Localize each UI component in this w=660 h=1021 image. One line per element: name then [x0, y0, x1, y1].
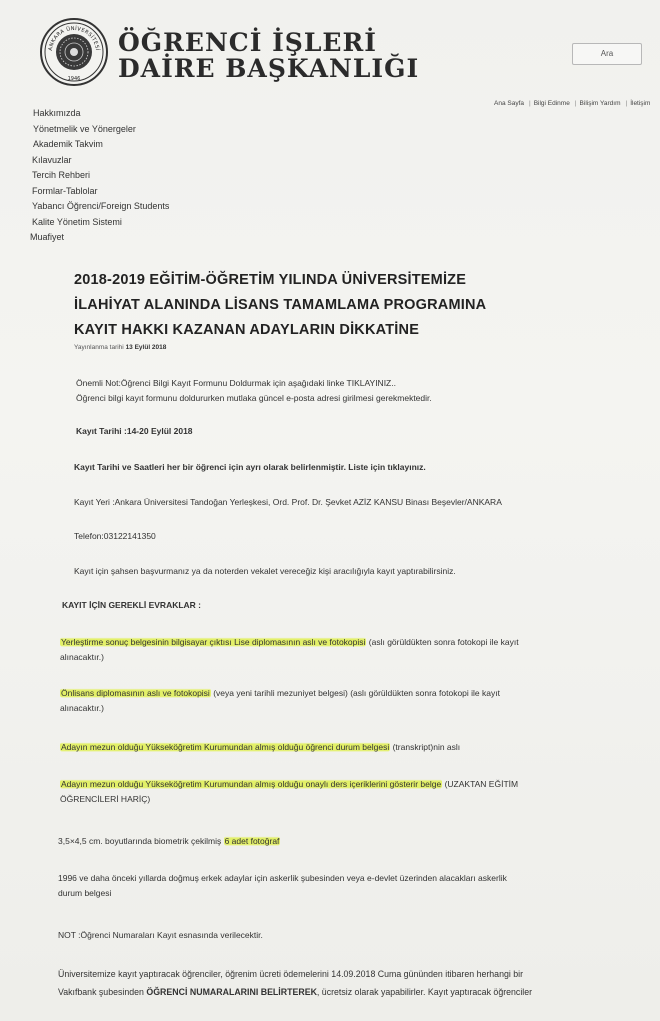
document-item-text: (transkript)nin aslı — [390, 742, 461, 752]
in-person-note: Kayıt için şahsen başvurmanız ya da noterden vekalet vereceğiz kişi aracılığıyla kayıt yaptırabilirsiniz. — [74, 566, 456, 576]
document-item-text: 3,5×4,5 cm. boyutlarında biometrik çekilmiş — [58, 836, 224, 846]
document-item-highlight: Yerleştirme sonuç belgesinin bilgisayar çıktısı Lise diplomasının aslı ve fotokopisi — [61, 637, 366, 647]
site-title[interactable] — [118, 30, 419, 82]
search-button[interactable]: Ara — [572, 43, 642, 65]
document-item-text: ÖĞRENCİLERİ HARİÇ) — [60, 794, 151, 804]
sidebar-item-about[interactable]: Hakkımızda — [33, 108, 81, 118]
university-seal-icon — [40, 18, 108, 86]
announcement-title-line: 2018-2019 EĞİTİM-ÖĞRETİM YILINDA ÜNİVERSİTEMİZE — [74, 272, 467, 288]
top-links: Ana Sayfa | Bilgi Edinme | Bilişim Yardım | İletişim — [494, 100, 651, 107]
published-label: Yayınlanma tarihi — [74, 344, 124, 351]
tuition-note-text: , ücretsiz olarak yapabilirler. Kayıt yaptıracak öğrenciler — [316, 987, 533, 997]
tuition-note-text: Vakıfbank şubesinden — [58, 987, 147, 997]
sidebar-item-exemption[interactable]: Muafiyet — [30, 232, 65, 242]
sidebar-item-forms-tables[interactable]: Formlar-Tablolar — [32, 185, 98, 196]
sidebar-item-quality-system[interactable]: Kalite Yönetim Sistemi — [32, 216, 122, 227]
document-item-highlight: Adayın mezun olduğu Yükseköğretim Kurumundan almış olduğu öğrenci durum belgesi — [61, 742, 390, 752]
sidebar-menu — [30, 106, 169, 246]
top-link-it-help[interactable]: Bilişim Yardım — [579, 100, 621, 107]
document-item-text: (UZAKTAN EĞİTİM — [442, 779, 519, 789]
phone: Telefon:03122141350 — [74, 531, 156, 541]
registration-schedule-note[interactable]: Kayıt Tarihi ve Saatleri her bir öğrenci için ayrı olarak belirlenmiştir. Liste için tıklayınız. — [74, 462, 426, 472]
top-link-info[interactable]: Bilgi Edinme — [533, 100, 570, 107]
sidebar-item-guides[interactable]: Kılavuzlar — [32, 154, 72, 165]
document-item-text: alınacaktır.) — [60, 703, 104, 713]
registration-place: Kayıt Yeri :Ankara Üniversitesi Tandoğan Yerleşkesi, Ord. Prof. Dr. Şevket AZİZ KANSU Binası Beşevler/ANKARA — [74, 497, 502, 507]
sidebar-item-regulations[interactable]: Yönetmelik ve Yönergeler — [33, 123, 136, 134]
tuition-note-bold: ÖĞRENCİ NUMARALARINI BELİRTEREK — [146, 987, 317, 997]
document-item-text: 1996 ve daha önceki yıllarda doğmuş erkek adaylar için askerlik şubesinden veya e-devlet üzerinden alacakları askerlik — [58, 873, 507, 883]
top-link-home[interactable]: Ana Sayfa — [494, 100, 524, 107]
announcement-title — [74, 268, 614, 343]
top-link-contact[interactable]: İletişim — [630, 100, 651, 107]
document-item — [58, 871, 628, 901]
document-item — [60, 740, 620, 755]
published-date-value: 13 Eylül 2018 — [125, 344, 167, 351]
document-item-text: (veya yeni tarihli mezuniyet belgesi) (aslı görüldükten sonra fotokopi ile kayıt — [210, 688, 500, 698]
document-item-highlight: 6 adet fotoğraf — [224, 836, 280, 846]
document-item-text: alınacaktır.) — [60, 652, 104, 662]
document-item — [60, 686, 620, 716]
site-title-line1: ÖĞRENCİ İŞLERİ — [118, 28, 377, 57]
tuition-note-line1: Üniversitemize kayıt yaptıracak öğrenciler, öğrenim ücreti ödemelerini 14.09.2018 Cuma gününden itibaren herhangi bir — [58, 969, 524, 979]
sidebar-item-academic-calendar[interactable]: Akademik Takvim — [33, 139, 103, 149]
announcement-title-line: KAYIT HAKKI KAZANAN ADAYLARIN DİKKATİNE — [74, 322, 420, 338]
published-date — [74, 344, 166, 351]
university-logo[interactable] — [40, 18, 108, 86]
seal-year: 1946 — [67, 76, 81, 82]
registration-date: Kayıt Tarihi :14-20 Eylül 2018 — [76, 426, 193, 436]
important-note-line2: Öğrenci bilgi kayıt formunu doldururken mutlaka güncel e-posta adresi girilmesi gerekmektedir. — [76, 393, 432, 403]
sidebar-item-foreign-students[interactable]: Yabancı Öğrenci/Foreign Students — [32, 201, 170, 211]
document-item-highlight: Adayın mezun olduğu Yükseköğretim Kurumundan almış olduğu onaylı ders içeriklerini gösterir belge — [61, 779, 442, 789]
document-item-highlight: Önlisans diplomasının aslı ve fotokopisi — [61, 688, 210, 698]
announcement-title-line: İLAHİYAT ALANINDA LİSANS TAMAMLAMA PROGRAMINA — [74, 297, 487, 313]
important-note-line1[interactable]: Önemli Not:Öğrenci Bilgi Kayıt Formunu Doldurmak için aşağıdaki linke TIKLAYINIZ.. — [76, 378, 396, 388]
document-item — [60, 777, 620, 807]
important-note — [76, 376, 432, 406]
site-title-line2: DAİRE BAŞKANLIĞI — [118, 54, 420, 83]
seal-ring-text: ANKARA ÜNİVERSİTESİ — [47, 25, 100, 52]
document-item — [60, 635, 620, 665]
tuition-note — [58, 965, 648, 1001]
student-number-note: NOT :Öğrenci Numaraları Kayıt esnasında verilecektir. — [58, 930, 263, 940]
document-item-text: durum belgesi — [58, 888, 112, 898]
document-item — [58, 834, 280, 849]
sidebar-item-preference-guide[interactable]: Tercih Rehberi — [32, 170, 91, 180]
documents-heading: KAYIT İÇİN GEREKLİ EVRAKLAR : — [62, 600, 202, 610]
document-item-text: (aslı görüldükten sonra fotokopi ile kayıt — [366, 637, 519, 647]
